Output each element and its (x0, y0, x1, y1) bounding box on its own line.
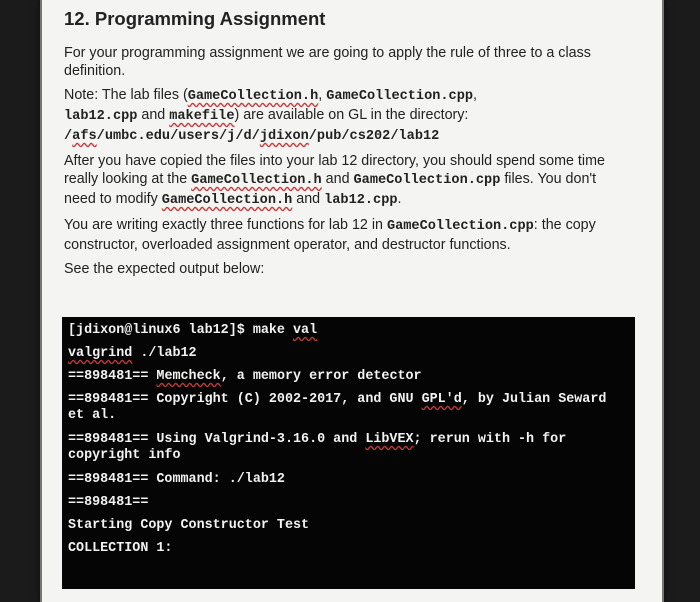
document-content (64, 6, 624, 284)
terminal-line (68, 432, 627, 464)
note-suffix: ) are available on GL in the directory: (234, 107, 469, 123)
after-paragraph (64, 152, 624, 210)
intro-paragraph: For your programming assignment we are going to apply the rule of three to a class definition. (64, 45, 591, 79)
terminal-text: GPL'd (421, 392, 462, 407)
after-text: and (292, 191, 325, 207)
writing-text: You are writing exactly three functions for lab 12 in (64, 217, 387, 233)
after-text: and (321, 171, 354, 187)
terminal-text: , by Julian Seward et al. (68, 392, 615, 423)
terminal-line: ==898481== Command: ./lab12 (68, 472, 285, 487)
writing-paragraph (64, 216, 624, 254)
file-lab12-cpp: lab12.cpp (324, 193, 398, 208)
expected-output-label: See the expected output below: (64, 261, 265, 277)
terminal-line (68, 392, 627, 424)
file-gamecollection-cpp: GameCollection.cpp (353, 173, 501, 188)
terminal-text: valgrind (68, 346, 133, 361)
file-gamecollection-h: GameCollection.h (187, 89, 319, 104)
file-gamecollection-cpp: GameCollection.cpp (326, 89, 474, 104)
file-gamecollection-cpp: GameCollection.cpp (386, 219, 534, 234)
terminal-text: ==898481== Copyright (C) 2002-2017, and GNU (68, 392, 422, 407)
terminal-line: ==898481== (68, 495, 149, 510)
terminal-output (62, 317, 635, 589)
terminal-text: LibVEX (365, 432, 414, 447)
terminal-line: Starting Copy Constructor Test (68, 518, 310, 533)
note-and: and (137, 107, 170, 123)
terminal-line: COLLECTION 1: (68, 541, 173, 556)
note-sep: , (318, 87, 327, 103)
terminal-text: ; rerun with -h for copyright info (68, 432, 575, 463)
after-text: files. You don't need to modify (64, 171, 597, 207)
terminal-text: [jdixon@linux6 lab12]$ make (68, 323, 293, 338)
terminal-text: , a memory error detector (220, 369, 422, 384)
path-part: afs (72, 129, 97, 144)
note-paragraph (64, 86, 624, 146)
after-text: After you have copied the files into your lab 12 directory, you should spend some time really looking at the (64, 153, 605, 187)
assignment-heading: 12. Programming Assignment (64, 8, 326, 29)
path-part: jdixon (259, 129, 309, 144)
terminal-text: ./lab12 (132, 346, 197, 361)
terminal-text: Memcheck (156, 369, 221, 384)
path-part: / (64, 129, 73, 144)
file-gamecollection-h: GameCollection.h (161, 193, 293, 208)
terminal-text: val (293, 323, 318, 338)
file-gamecollection-h: GameCollection.h (191, 173, 322, 188)
document-page (40, 0, 664, 602)
terminal-text: ==898481== Using Valgrind-3.16.0 and (68, 432, 366, 447)
file-makefile: makefile (169, 109, 235, 124)
writing-text: : the copy constructor, overloaded assignment operator, and destructor functions. (64, 217, 596, 253)
terminal-line (68, 323, 627, 339)
after-text: . (397, 191, 402, 207)
terminal-line (68, 346, 627, 362)
terminal-line (68, 369, 627, 385)
terminal-text: ==898481== (68, 369, 157, 384)
path-part: /pub/cs202/lab12 (308, 129, 440, 144)
note-sep: , (473, 87, 478, 103)
file-lab12-cpp: lab12.cpp (64, 109, 138, 124)
path-part: /umbc.edu/users/j/d/ (96, 129, 260, 144)
note-prefix: Note: The lab files ( (64, 87, 188, 103)
